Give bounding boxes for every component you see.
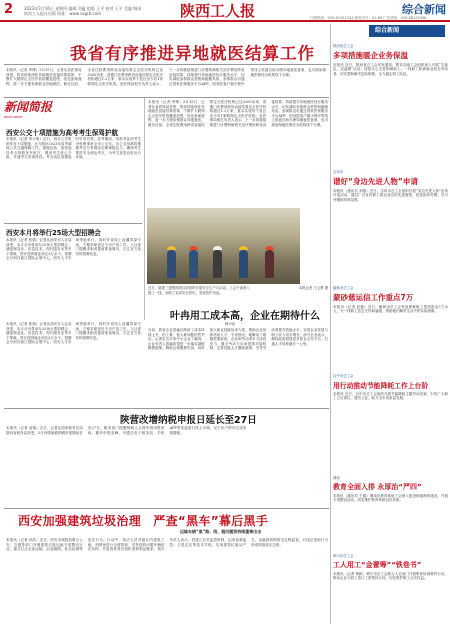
brief-2-continued: 本报讯（记者 张倩）记者从西安市人社局获悉，本月全市将举办25场大型招聘会，涵盖制造业、信息技术、现代服务业等多个领域，预计提供就业岗位3万余个。招聘会分别在曲江国际会展中心、西安人才市场等地举行，同时开设线上直播带岗专场，方便求职者足不出户找工作。人社部门提醒求职者提前准备简历，关注官方发布的招聘信息。 [6,322,141,345]
extension-story-title: 陕营改增纳税申报日延长至27日 [120,415,257,426]
right-column-badge: 综合新闻 [369,25,445,37]
feature-title: 叶冉用工成本高，企业在期待什么 [170,311,320,322]
photo-figure [167,250,176,278]
header-meta-2: 陕西工人报社出版 网址：www.sxgrb.com [24,11,101,16]
right-item-kicker: 陕西省总工会 [333,44,354,48]
brief-2-title: 西安本月将举行25场大型招聘会 [6,229,101,237]
header-rule [0,20,450,22]
news-brief-logo-text: 新闻简报 [4,100,53,114]
main-headline: 我省有序推进异地就医结算工作 [70,44,315,63]
news-brief-logo-sub: NEWS BRIEF [4,115,23,119]
right-item-kicker: 榆林市总工会 [333,286,354,290]
feature-byline: 韩小泉 [225,322,236,326]
photo-caption: 近日，陕建三建集团项目部组织开展安全生产月活动，工会干部深入施工一线，向职工宣讲安全知识，发放防护用品。 [148,286,250,295]
right-item-text: 本报讯（通讯员 王娟）渭南市教育系统工会深入推进师德师风建设，开展专项整治活动，切实维护教育系统良好形象。 [333,493,448,503]
photo-helmet [239,246,248,250]
right-item-title: 用行动推动节能降耗工作上台阶 [333,381,429,390]
masthead: 陕西工人报 [180,2,256,20]
header-right-meta: 订阅热线：029-87451234 邮发代号：51-89 广告热线：029-88123456 [310,16,427,20]
right-item-text: 本报讯（通讯员 刘强）近日，宝鸡市总工会组织开展“身边先进人物”宣传评选活动，通过广泛宣传职工群众身边的先进典型，营造崇尚劳模、学习劳模的浓厚氛围。 [333,188,448,202]
right-item-title: 蒙砂慈运信工作重点7万 [333,292,414,302]
news-photo [147,208,300,284]
right-item-title: 教育全面入排 永厚治“严四” [333,482,422,491]
photo-figure [213,250,222,278]
brief-1-text: 本报讯（记者 李小萌）近日，西安公交集团发布十项措施，全力做好2023年高考期间公共交通保障工作。措施包括：加密途经考点线路发车班次、增设考生爱心专座、开通考生咨询热线、考点周边设置临时引导员等。高考期间，持准考证的考生可免费乘坐全市公交车。各公交线路将根据考点分布情况合理调配运力，确保考生准时安全到达考点，为考生营造良好出行环境。 [6,137,141,160]
brief-2-text: 本报讯（记者 张倩）记者从西安市人社局获悉，本月全市将举办25场大型招聘会，涵盖制造业、信息技术、现代服务业等多个领域，预计提供就业岗位3万余个。招聘会分别在曲江国际会展中心、西安人才市场等地举行，同时开设线上直播带岗专场，方便求职者足不出户找工作。人社部门提醒求职者提前准备简历，关注官方发布的招聘信息。 [6,238,141,261]
photo-figure [189,250,198,278]
right-item-title: 多项措施暖企业务保温 [333,50,408,60]
right-item-text: 本报讯（记者 杨帆）铜川市总工会联合人社部门开展集体协商要约行动，推动企业与职工签订工资集体合同，切实维护职工合法权益。 [333,571,448,581]
right-item-5 [333,476,448,554]
column-divider [330,24,331,624]
divider [4,64,329,65]
bottom-headline: 西安加强建筑垃圾治理 严查“黑车”幕后黑手 [18,514,269,528]
brief-1-title: 西安公交十项措施为高考考生保驾护航 [6,129,119,137]
right-item-title: 工人用工“金蕾筹”“铁卷书” [333,560,422,569]
photo-credit: 本报记者 王文慧 摄 [298,286,328,290]
photo-helmet [189,246,198,250]
divider [4,508,329,509]
right-item-text: 本报讯 近日，陕西省总工会印发通知，要求各级工会组织深入开展“走基层、送温暖”活动，持续关心关爱困难职工、一线职工和新就业形态劳动者，切实帮助解决实际困难，全力稳定职工队伍。 [333,62,448,76]
news-brief-logo [4,98,74,120]
right-item-text: 本报讯（记者 赵磊）近日，榆林市总工会发放困难职工帮扶资金7万余元，为一线职工送去关怀和温暖，帮助他们解决生活中的实际困难。 [333,304,448,314]
page-number: 2 [4,2,14,17]
column-divider [144,98,145,320]
right-item-6 [333,554,448,628]
right-item-kicker: 渭南 [333,476,340,480]
right-item-kicker: 铜川市总工会 [333,554,354,558]
photo-helmet [265,246,274,250]
right-item-1 [333,44,448,151]
feature-text: 当前，我省企业普遍反映用工成本持续上升，招工难、留人难问题依然突出。记者走访多家中小企业了解到，企业负责人普遍希望进一步落实减税降费政策，降低社保缴费负担，同时加大职业技能培训力度，帮助企业培养适用人才。专家指出，破解用工难题需要政府、企业和劳动者多方协同发力，健全劳动力市场供需对接机制，完善技能人才激励政策，引导劳动者提升技能水平，实现企业发展与职工收入同步增长。部分企业表示，期待政府搭建更多校企合作平台，打通人才培养最后一公里。 [148,328,328,351]
right-item-3 [333,286,448,375]
right-item-kicker: 汉中市总工会 [333,374,354,378]
photo-figure [239,250,248,278]
divider [4,223,142,224]
lead-story-continued: 本报讯（记者 李博）3月15日，记者从省医保局获悉，我省持续深化异地就医直接结算改革，不断扩大联网定点医疗机构覆盖范围，优化备案流程，进一步方便参保群众异地就医。截至目前，全省住院费用跨省直接结算定点医疗机构已达3200余家，普通门诊费用跨省直接结算定点医疗机构超过1.2万家，基本实现每个县区至少有1家联网定点医疗机构。省医保局相关负责人表示，下一步将继续推进门诊慢特病相关治疗费用跨省直接结算，持续提升异地就医经办服务水平，切实减轻参保群众垫资和跑腿负担。参保群众可通过国家医保服务平台APP、国务院客户端小程序等线上渠道自助办理异地就医备案，也可到参保地医保经办机构线下办理。 [148,100,328,127]
lead-story-text: 本报讯（记者 李博）3月15日，记者从省医保局获悉，我省持续深化异地就医直接结算改革，不断扩大联网定点医疗机构覆盖范围，优化备案流程，进一步方便参保群众异地就医。截至目前，全省住院费用跨省直接结算定点医疗机构已达3200余家，普通门诊费用跨省直接结算定点医疗机构超过1.2万家，基本实现每个县区至少有1家联网定点医疗机构。省医保局相关负责人表示，下一步将继续推进门诊慢特病相关治疗费用跨省直接结算，持续提升异地就医经办服务水平，切实减轻参保群众垫资和跑腿负担。参保群众可通过国家医保服务平台APP、国务院客户端小程序等线上渠道自助办理异地就医备案，也可到参保地医保经办机构线下办理。 [6,68,326,86]
divider [4,408,329,409]
right-item-text: 本报讯 近日，汉中市总工会组织开展节能降耗主题劳动竞赛，引导广大职工立足岗位、建功立业，助力全市高质量发展。 [333,391,448,401]
photo-helmet [213,246,222,250]
section-name: 综合新闻 [402,3,446,16]
bottom-story-text: 本报讯（记者 孙浩）近日，西安市城管局联合公安、交通等部门开展建筑垃圾运输专项整治行动，重点打击无证运输、沿途抛洒、私拉乱倒等违法行为。行动中，执法人员对辖区内建筑工地、消纳场进行全面排查，对发现的问题车辆依法扣押，并追查其背后组织者和利益链条。相关负责人表示，将建立长效监管机制，运用视频监控、卫星定位等技术手段，实现建筑垃圾从产生、运输到消纳的全过程监管，对违法违规行为形成持续高压态势。 [6,538,328,552]
right-item-title: 谱好“身边先进人物”申请 [333,176,418,186]
right-item-4 [333,374,448,472]
photo-figure [265,250,274,278]
bottom-subhead: 运输车辆“黑”路、闯、超问题将持续重拳出击 [180,529,262,534]
right-item-2 [333,170,448,277]
right-column [333,44,448,624]
header-meta: 2023年3月16日 星期四 编辑 刘蕴 组版 王平 校对 王平 美编 韩国 [24,6,142,11]
extension-story-text: 本报讯（记者 高翔）近日，记者从国家税务总局陕西省税务局获悉，3月份增值税纳税申报期延长至27日。税务部门提醒纳税人合理安排申报时间，避开申报高峰，可通过电子税务局、手机APP等渠道进行线上办理，足不出户即可完成申报缴税。 [6,426,247,435]
right-item-kicker: 宝鸡市 [333,170,344,174]
photo-helmet [167,246,176,250]
